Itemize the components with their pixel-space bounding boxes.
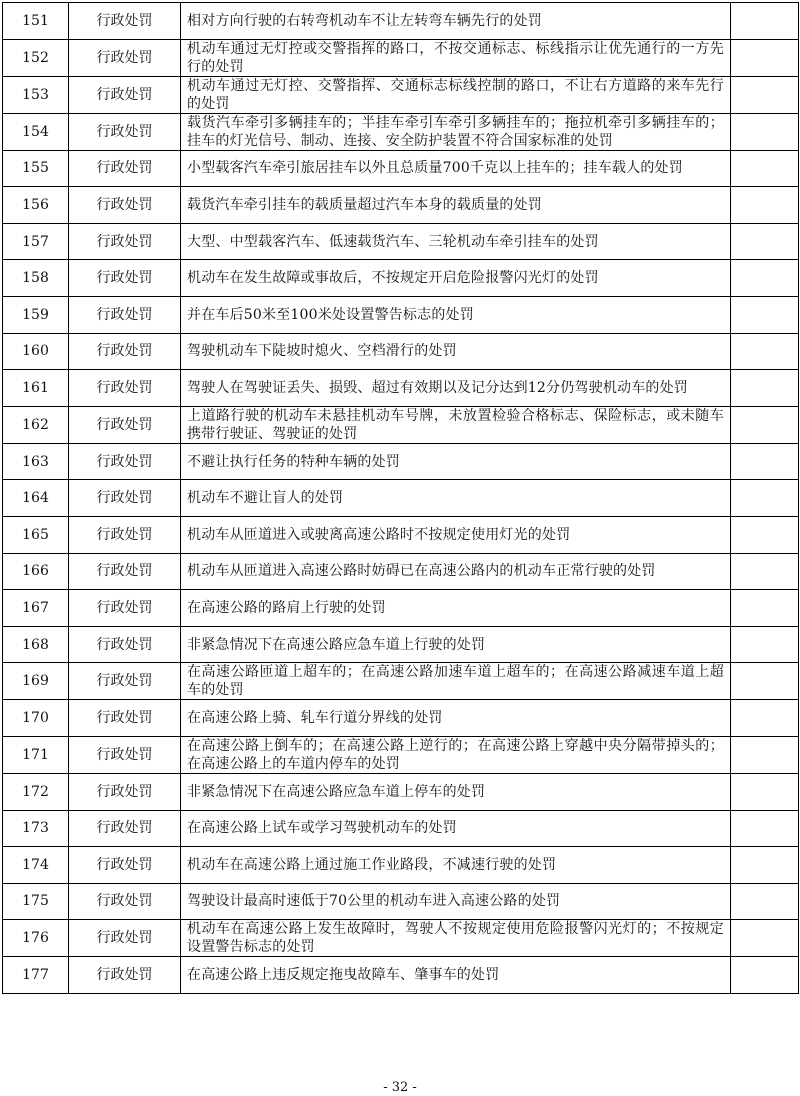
penalty-type: 行政处罚: [69, 736, 181, 773]
penalty-description: 在高速公路上违反规定拖曳故障车、肇事车的处罚: [181, 957, 731, 994]
row-number: 156: [3, 187, 69, 224]
remarks-cell: [731, 39, 799, 76]
remarks-cell: [731, 3, 799, 40]
penalty-description: 机动车通过无灯控或交警指挥的路口，不按交通标志、标线指示让优先通行的一方先行的处罚: [181, 39, 731, 76]
row-number: 170: [3, 700, 69, 737]
penalty-description: 驾驶人在驾驶证丢失、损毁、超过有效期以及记分达到12分仍驾驶机动车的处罚: [181, 370, 731, 407]
penalty-description: 上道路行驶的机动车未悬挂机动车号牌，未放置检验合格标志、保险标志，或未随车携带行驶证、驾驶证的处罚: [181, 406, 731, 443]
table-row: [3, 406, 799, 443]
table-row: [3, 480, 799, 517]
penalty-description: 载货汽车牵引多辆挂车的；半挂车牵引车牵引多辆挂车的；拖拉机牵引多辆挂车的；挂车的灯光信号、制动、连接、安全防护装置不符合国家标准的处罚: [181, 113, 731, 150]
penalty-description: 机动车不避让盲人的处罚: [181, 480, 731, 517]
penalty-type: 行政处罚: [69, 957, 181, 994]
penalty-type: 行政处罚: [69, 223, 181, 260]
table-row: [3, 516, 799, 553]
penalty-description: 在高速公路匝道上超车的；在高速公路加速车道上超车的；在高速公路减速车道上超车的处罚: [181, 663, 731, 700]
row-number: 172: [3, 773, 69, 810]
penalty-description: 在高速公路上倒车的；在高速公路上逆行的；在高速公路上穿越中央分隔带掉头的；在高速公路上的车道内停车的处罚: [181, 736, 731, 773]
penalty-description: 在高速公路的路肩上行驶的处罚: [181, 590, 731, 627]
table-row: [3, 39, 799, 76]
table-row: [3, 700, 799, 737]
remarks-cell: [731, 113, 799, 150]
row-number: 171: [3, 736, 69, 773]
table-row: [3, 626, 799, 663]
remarks-cell: [731, 443, 799, 480]
penalty-type: 行政处罚: [69, 406, 181, 443]
table-row: [3, 736, 799, 773]
remarks-cell: [731, 406, 799, 443]
table-body: [3, 3, 799, 994]
table-row: [3, 443, 799, 480]
row-number: 166: [3, 553, 69, 590]
table-row: [3, 810, 799, 847]
table-row: [3, 370, 799, 407]
penalty-type: 行政处罚: [69, 296, 181, 333]
row-number: 153: [3, 76, 69, 113]
penalty-type: 行政处罚: [69, 847, 181, 884]
remarks-cell: [731, 736, 799, 773]
remarks-cell: [731, 370, 799, 407]
row-number: 174: [3, 847, 69, 884]
row-number: 165: [3, 516, 69, 553]
table-row: [3, 773, 799, 810]
penalty-type: 行政处罚: [69, 3, 181, 40]
penalty-description: 不避让执行任务的特种车辆的处罚: [181, 443, 731, 480]
remarks-cell: [731, 516, 799, 553]
remarks-cell: [731, 626, 799, 663]
remarks-cell: [731, 957, 799, 994]
penalty-description: 小型载客汽车牵引旅居挂车以外且总质量700千克以上挂车的；挂车载人的处罚: [181, 150, 731, 187]
remarks-cell: [731, 296, 799, 333]
table-row: [3, 113, 799, 150]
table-row: [3, 296, 799, 333]
row-number: 160: [3, 333, 69, 370]
penalty-description: 机动车从匝道进入高速公路时妨碍已在高速公路内的机动车正常行驶的处罚: [181, 553, 731, 590]
table-row: [3, 590, 799, 627]
remarks-cell: [731, 590, 799, 627]
penalty-type: 行政处罚: [69, 700, 181, 737]
penalty-type: 行政处罚: [69, 39, 181, 76]
penalty-description: 并在车后50米至100米处设置警告标志的处罚: [181, 296, 731, 333]
penalty-type: 行政处罚: [69, 773, 181, 810]
table-row: [3, 150, 799, 187]
row-number: 167: [3, 590, 69, 627]
row-number: 169: [3, 663, 69, 700]
penalty-description: 机动车在发生故障或事故后，不按规定开启危险报警闪光灯的处罚: [181, 260, 731, 297]
row-number: 158: [3, 260, 69, 297]
penalty-description: 机动车在高速公路上发生故障时，驾驶人不按规定使用危险报警闪光灯的；不按规定设置警告标志的处罚: [181, 920, 731, 957]
penalty-description: 载货汽车牵引挂车的载质量超过汽车本身的载质量的处罚: [181, 187, 731, 224]
penalty-description: 大型、中型载客汽车、低速载货汽车、三轮机动车牵引挂车的处罚: [181, 223, 731, 260]
penalty-type: 行政处罚: [69, 443, 181, 480]
penalty-type: 行政处罚: [69, 370, 181, 407]
penalty-type: 行政处罚: [69, 626, 181, 663]
penalty-description: 在高速公路上骑、轧车行道分界线的处罚: [181, 700, 731, 737]
remarks-cell: [731, 76, 799, 113]
penalty-type: 行政处罚: [69, 920, 181, 957]
row-number: 173: [3, 810, 69, 847]
penalty-description: 驾驶设计最高时速低于70公里的机动车进入高速公路的处罚: [181, 883, 731, 920]
table-row: [3, 333, 799, 370]
table-row: [3, 663, 799, 700]
penalty-description: 机动车从匝道进入或驶离高速公路时不按规定使用灯光的处罚: [181, 516, 731, 553]
table-row: [3, 957, 799, 994]
penalty-description: 驾驶机动车下陡坡时熄火、空档滑行的处罚: [181, 333, 731, 370]
row-number: 157: [3, 223, 69, 260]
table-row: [3, 920, 799, 957]
remarks-cell: [731, 847, 799, 884]
penalty-type: 行政处罚: [69, 553, 181, 590]
remarks-cell: [731, 223, 799, 260]
penalty-type: 行政处罚: [69, 480, 181, 517]
remarks-cell: [731, 700, 799, 737]
remarks-cell: [731, 553, 799, 590]
penalty-type: 行政处罚: [69, 333, 181, 370]
remarks-cell: [731, 773, 799, 810]
penalty-type: 行政处罚: [69, 663, 181, 700]
remarks-cell: [731, 150, 799, 187]
penalty-description: 在高速公路上试车或学习驾驶机动车的处罚: [181, 810, 731, 847]
table-row: [3, 3, 799, 40]
penalty-description: 非紧急情况下在高速公路应急车道上行驶的处罚: [181, 626, 731, 663]
row-number: 177: [3, 957, 69, 994]
remarks-cell: [731, 187, 799, 224]
row-number: 164: [3, 480, 69, 517]
row-number: 151: [3, 3, 69, 40]
page-number: - 32 -: [383, 1080, 417, 1095]
table-row: [3, 187, 799, 224]
penalty-type: 行政处罚: [69, 590, 181, 627]
penalty-type: 行政处罚: [69, 187, 181, 224]
penalty-type: 行政处罚: [69, 76, 181, 113]
remarks-cell: [731, 480, 799, 517]
row-number: 162: [3, 406, 69, 443]
table-row: [3, 553, 799, 590]
remarks-cell: [731, 663, 799, 700]
row-number: 155: [3, 150, 69, 187]
penalty-type: 行政处罚: [69, 810, 181, 847]
penalty-table: [2, 2, 799, 994]
remarks-cell: [731, 883, 799, 920]
row-number: 161: [3, 370, 69, 407]
table-row: [3, 223, 799, 260]
penalty-type: 行政处罚: [69, 113, 181, 150]
table-row: [3, 76, 799, 113]
row-number: 175: [3, 883, 69, 920]
table-row: [3, 883, 799, 920]
row-number: 163: [3, 443, 69, 480]
remarks-cell: [731, 333, 799, 370]
penalty-description: 非紧急情况下在高速公路应急车道上停车的处罚: [181, 773, 731, 810]
table-row: [3, 260, 799, 297]
table-row: [3, 847, 799, 884]
remarks-cell: [731, 920, 799, 957]
penalty-type: 行政处罚: [69, 260, 181, 297]
remarks-cell: [731, 260, 799, 297]
row-number: 176: [3, 920, 69, 957]
penalty-description: 机动车在高速公路上通过施工作业路段，不减速行驶的处罚: [181, 847, 731, 884]
penalty-description: 相对方向行驶的右转弯机动车不让左转弯车辆先行的处罚: [181, 3, 731, 40]
penalty-type: 行政处罚: [69, 150, 181, 187]
row-number: 154: [3, 113, 69, 150]
row-number: 168: [3, 626, 69, 663]
row-number: 159: [3, 296, 69, 333]
penalty-type: 行政处罚: [69, 883, 181, 920]
row-number: 152: [3, 39, 69, 76]
remarks-cell: [731, 810, 799, 847]
penalty-description: 机动车通过无灯控、交警指挥、交通标志标线控制的路口，不让右方道路的来车先行的处罚: [181, 76, 731, 113]
penalty-type: 行政处罚: [69, 516, 181, 553]
